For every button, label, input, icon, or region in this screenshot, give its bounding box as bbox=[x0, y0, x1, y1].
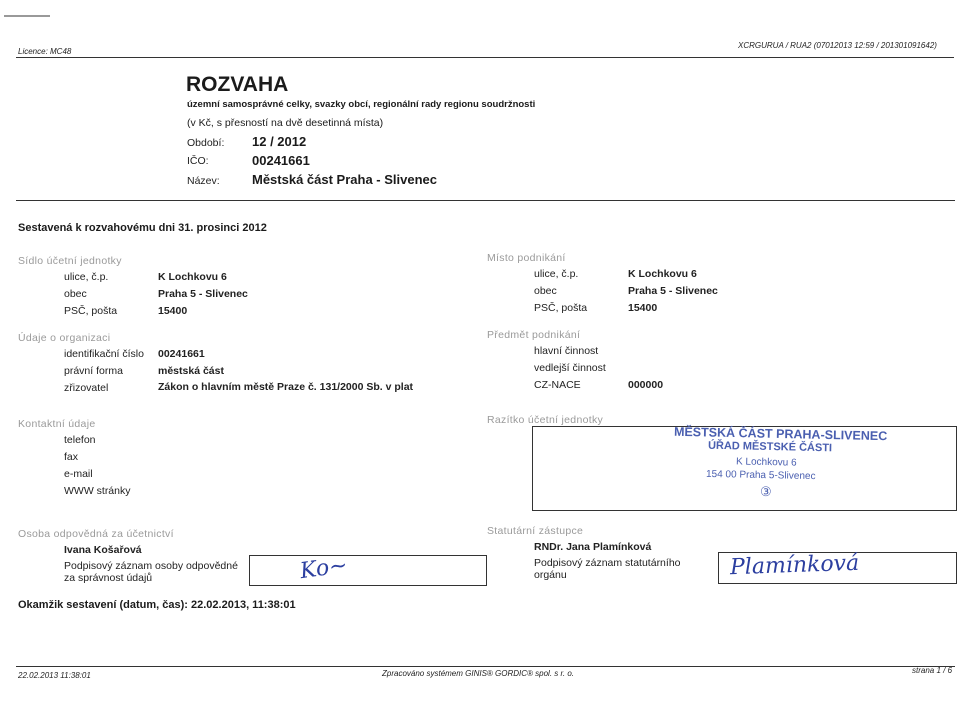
statutar-heading: Statutární zástupce bbox=[487, 525, 584, 537]
misto-value: K Lochkovu 6 bbox=[628, 268, 697, 280]
sidlo-label: PSČ, pošta bbox=[64, 305, 118, 317]
obdobi-value: 12 / 2012 bbox=[252, 134, 307, 149]
nazev-value: Městská část Praha - Slivenec bbox=[252, 172, 437, 187]
osoba-name: Ivana Košařová bbox=[64, 544, 142, 556]
kontakt-heading: Kontaktní údaje bbox=[18, 418, 96, 430]
predmet-heading: Předmět podnikání bbox=[487, 329, 581, 341]
ico-label: IČO: bbox=[187, 155, 209, 167]
sestavena-text: Sestavená k rozvahovému dni 31. prosinci 2012 bbox=[18, 222, 267, 234]
ico-value: 00241661 bbox=[252, 153, 310, 168]
sidlo-value: Praha 5 - Slivenec bbox=[158, 288, 248, 300]
misto-label: obec bbox=[534, 285, 557, 297]
units-note: (v Kč, s přesností na dvě desetinná místa) bbox=[187, 117, 384, 129]
title-rule bbox=[16, 200, 955, 201]
nazev-label: Název: bbox=[187, 175, 220, 187]
sidlo-value: K Lochkovu 6 bbox=[158, 271, 227, 283]
udaje-value: Zákon o hlavním městě Praze č. 131/2000 Sb. v plat bbox=[158, 381, 414, 393]
footer-rule bbox=[16, 666, 955, 667]
stamp-line-5: ③ bbox=[760, 484, 772, 499]
system-id: XCRGURUA / RUA2 (07012013 12:59 / 201301091642) bbox=[738, 41, 937, 50]
sidlo-label: obec bbox=[64, 288, 87, 300]
udaje-heading: Údaje o organizaci bbox=[18, 332, 111, 344]
statutar-signature: Plamínková bbox=[729, 550, 860, 581]
sidlo-value: 15400 bbox=[158, 305, 188, 317]
statutar-sig-label-2: orgánu bbox=[534, 569, 567, 581]
udaje-label: zřizovatel bbox=[64, 382, 109, 394]
footer-system: Zpracováno systémem GINIS® GORDIC® spol. s r. o. bbox=[382, 669, 574, 678]
predmet-value: 000000 bbox=[628, 379, 664, 391]
header-rule bbox=[16, 57, 954, 58]
misto-heading: Místo podnikání bbox=[487, 252, 566, 264]
kontakt-label: fax bbox=[64, 451, 79, 463]
kontakt-label: WWW stránky bbox=[64, 485, 131, 497]
osoba-signature: Ko~ bbox=[298, 552, 350, 585]
statutar-name: RNDr. Jana Plamínková bbox=[534, 541, 652, 553]
page-title: ROZVAHA bbox=[186, 73, 289, 96]
page-subtitle: územní samosprávné celky, svazky obcí, regionální rady regionu soudržnosti bbox=[187, 99, 536, 110]
udaje-value: městská část bbox=[158, 365, 224, 377]
statutar-sig-label-1: Podpisový záznam statutárního bbox=[534, 557, 681, 569]
osoba-heading: Osoba odpovědná za účetnictví bbox=[18, 528, 174, 540]
stamp-line-4: 154 00 Praha 5-Slivenec bbox=[705, 468, 816, 483]
footer-timestamp: 22.02.2013 11:38:01 bbox=[18, 671, 91, 680]
misto-value: Praha 5 - Slivenec bbox=[628, 285, 718, 297]
misto-label: PSČ, pošta bbox=[534, 302, 588, 314]
predmet-label: hlavní činnost bbox=[534, 345, 599, 357]
predmet-label: vedlejší činnost bbox=[534, 362, 606, 374]
sidlo-heading: Sídlo účetní jednotky bbox=[18, 255, 122, 267]
kontakt-label: e-mail bbox=[64, 468, 93, 480]
footer-page-number: strana 1 / 6 bbox=[912, 666, 953, 675]
stamp-line-2: ÚŘAD MĚSTSKÉ ČÁSTI bbox=[707, 439, 833, 455]
predmet-label: CZ-NACE bbox=[534, 379, 581, 391]
misto-value: 15400 bbox=[628, 302, 658, 314]
stamp-line-1: MĚSTSKÁ ČÁST PRAHA-SLIVENEC bbox=[673, 424, 888, 444]
sidlo-label: ulice, č.p. bbox=[64, 271, 109, 283]
osoba-sig-label-2: za správnost údajů bbox=[64, 572, 153, 584]
udaje-label: identifikační číslo bbox=[64, 348, 144, 360]
udaje-label: právní forma bbox=[64, 365, 123, 377]
osoba-signature-box bbox=[249, 552, 487, 586]
razitko-heading: Razítko účetní jednotky bbox=[487, 414, 604, 426]
okamzik-text: Okamžik sestavení (datum, čas): 22.02.2013, 11:38:01 bbox=[18, 599, 296, 611]
licence-label: Licence: MC48 bbox=[18, 47, 72, 56]
misto-label: ulice, č.p. bbox=[534, 268, 579, 280]
osoba-sig-label-1: Podpisový záznam osoby odpovědné bbox=[64, 560, 238, 572]
obdobi-label: Období: bbox=[187, 137, 225, 149]
kontakt-label: telefon bbox=[64, 434, 96, 446]
scan-mark bbox=[4, 15, 50, 17]
stamp-line-3: K Lochkovu 6 bbox=[735, 456, 797, 469]
udaje-value: 00241661 bbox=[158, 348, 205, 360]
